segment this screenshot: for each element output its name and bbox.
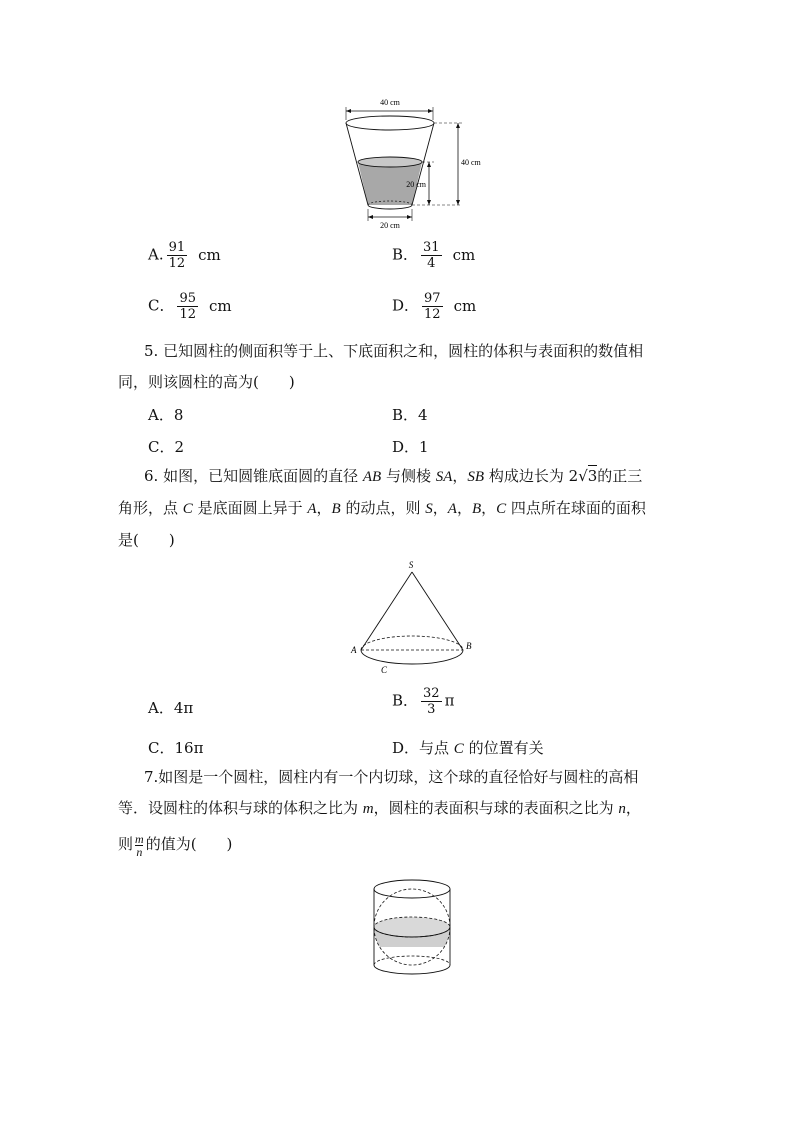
cone-label-s: S — [408, 560, 414, 570]
fraction: $\frac{95}{12}$ — [179, 291, 197, 322]
cone-figure — [345, 558, 480, 678]
q7-stem — [118, 762, 663, 860]
top-width-label: 40 cm — [380, 98, 400, 107]
q6-line3: 是( ) — [118, 531, 175, 549]
q5-line2: 同，则该圆柱的高为( ) — [118, 373, 295, 391]
q4-option-d: D． $\frac{97}{12}$ cm — [392, 291, 477, 322]
q6-option-a: A．4π — [148, 699, 194, 717]
fraction: $\frac{32}{3}$ — [423, 686, 440, 717]
q6-line1: 6. 如图，已知圆锥底面圆的直径 AB 与侧棱 SA，SB 构成边长为 2√3的正三 — [144, 467, 643, 485]
fraction: $\frac{97}{12}$ — [424, 291, 441, 322]
q5-option-a: A．8 — [148, 406, 184, 424]
q4-option-b: B． $\frac{31}{4}$ cm — [392, 240, 476, 271]
q5-stem — [118, 336, 663, 398]
cylinder-sphere-figure — [365, 875, 460, 980]
fraction: $\frac{31}{4}$ — [423, 240, 440, 271]
q4-option-c: C． $\frac{95}{12}$ cm — [148, 291, 232, 322]
q7-line1: 7.如图是一个圆柱，圆柱内有一个内切球，这个球的直径恰好与圆柱的高相 — [144, 768, 639, 786]
q7-line2: 等．设圆柱的体积与球的体积之比为 m，圆柱的表面积与球的表面积之比为 n， — [118, 799, 641, 817]
q5-option-d: D．1 — [392, 438, 429, 456]
q5-option-c: C．2 — [148, 438, 185, 456]
fraction: $\frac{91}{12}$ — [168, 240, 186, 271]
q7-line3: 则 $\frac{m}{n}$ 的值为( ) — [118, 831, 233, 859]
sqrt-symbol: √ — [578, 467, 588, 485]
q4-option-a: A. $\frac{91}{12}$ cm — [148, 240, 221, 271]
q6-line2: 角形，点 C 是底面圆上异于 A，B 的动点，则 S，A，B，C 四点所在球面的面积 — [118, 499, 646, 517]
height-label: 40 cm — [461, 158, 481, 167]
q5-option-b: B．4 — [392, 406, 428, 424]
q6-option-d: D．与点 C 的位置有关 — [392, 739, 544, 757]
cone-label-a: A — [351, 645, 357, 655]
fraction: $\frac{m}{n}$ — [135, 831, 144, 859]
q6-option-c: C．16π — [148, 739, 204, 757]
q6-option-b: B． $\frac{32}{3}$ π — [392, 686, 455, 717]
bucket-figure — [330, 90, 500, 235]
cone-label-b: B — [466, 641, 472, 651]
bottom-width-label: 20 cm — [380, 221, 400, 230]
cone-label-c: C — [381, 665, 388, 675]
water-height-label: 20 cm — [406, 180, 426, 189]
q6-stem — [118, 461, 663, 556]
q5-line1: 5. 已知圆柱的侧面积等于上、下底面积之和，圆柱的体积与表面积的数值相 — [144, 342, 644, 360]
